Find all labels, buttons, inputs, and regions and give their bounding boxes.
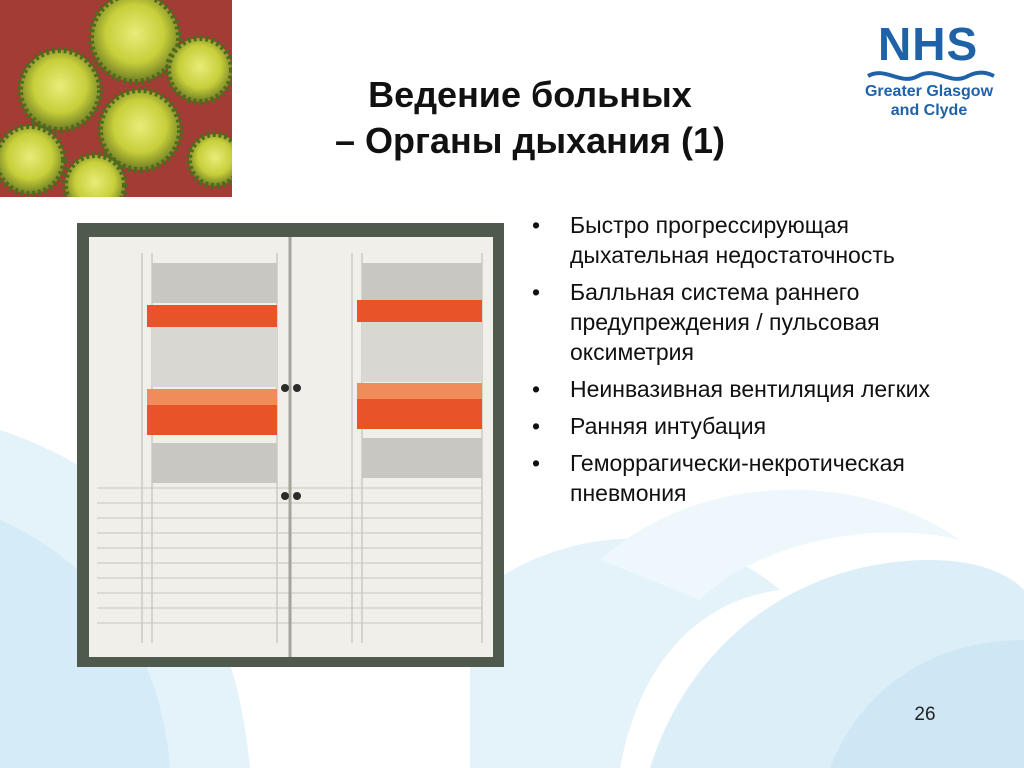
bullet-text: Балльная система раннего предупреждения / пульсовая оксиметрия xyxy=(570,279,880,365)
slide-title-line: Ведение больных xyxy=(368,74,692,115)
page-number: 26 xyxy=(914,704,936,725)
bullet-dot-icon: • xyxy=(532,376,541,402)
observation-chart-image xyxy=(77,223,504,667)
nhs-org-line: and Clyde xyxy=(890,102,968,119)
bullet-item xyxy=(530,210,950,270)
bullet-text: Геморрагически-некротическая пневмония xyxy=(570,450,905,506)
nhs-logo-mark: NHS xyxy=(878,18,979,70)
bullet-text: Ранняя интубация xyxy=(570,413,767,439)
virus-micrograph-image xyxy=(0,0,232,197)
bullet-text: Быстро прогрессирующая дыхательная недостаточность xyxy=(570,212,895,268)
bullet-dot-icon: • xyxy=(532,413,541,439)
bullet-item xyxy=(530,448,950,508)
bullet-text: Неинвазивная вентиляция легких xyxy=(570,376,930,402)
bullet-dot-icon: • xyxy=(532,279,541,305)
slide-title-line: – Органы дыхания (1) xyxy=(334,120,726,161)
slide-title xyxy=(250,72,810,164)
bullet-dot-icon: • xyxy=(532,450,541,476)
bullet-item xyxy=(530,374,950,404)
bullet-item xyxy=(530,411,950,441)
bullet-item xyxy=(530,277,950,367)
nhs-logo xyxy=(854,20,1004,125)
bullet-dot-icon: • xyxy=(532,212,541,238)
bullet-list xyxy=(530,210,950,515)
nhs-org-name xyxy=(854,82,1004,120)
nhs-org-line: Greater Glasgow xyxy=(864,83,994,100)
